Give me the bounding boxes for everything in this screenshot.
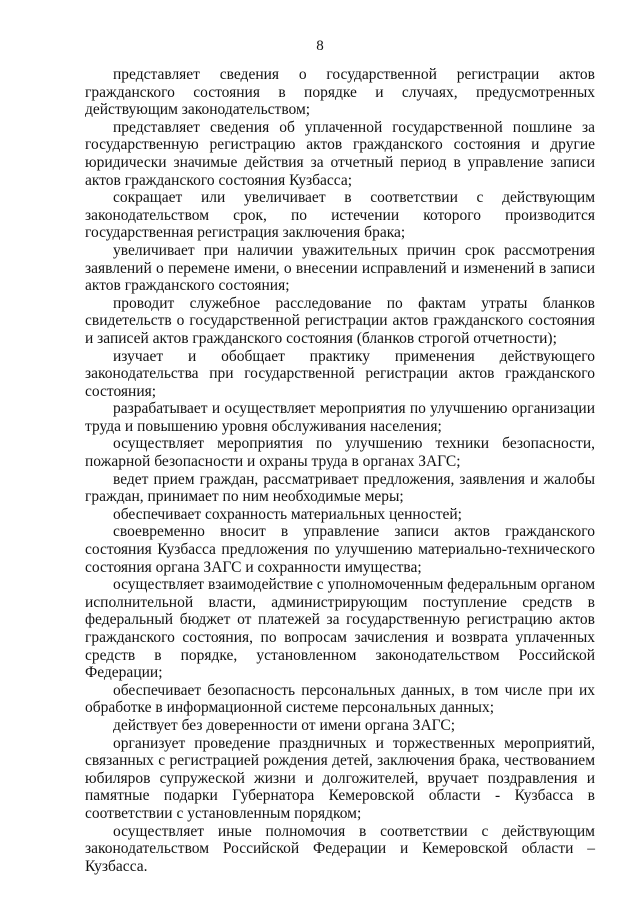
- paragraph: обеспечивает безопасность персональных данных, в том числе при их обработке в информационной системе персональных данных;: [85, 681, 595, 717]
- paragraph: представляет сведения о государственной регистрации актов гражданского состояния в порядке и случаях, предусмотренных действующим законодательством;: [85, 66, 595, 119]
- paragraph: действует без доверенности от имени органа ЗАГС;: [113, 716, 456, 734]
- paragraph: сокращает или увеличивает в соответствии с действующим законодательством срок, по истечении которого производится государственная регистрация заключения брака;: [85, 189, 595, 242]
- paragraph: проводит служебное расследование по фактам утраты бланков свидетельств о государственной регистрации актов гражданского состояния и записей актов гражданского состояния (бланков строгой отчетности);: [85, 294, 595, 347]
- paragraph: изучает и обобщает практику применения действующего законодательства при государственной регистрации актов гражданского состояния;: [85, 347, 595, 400]
- paragraph: осуществляет иные полномочия в соответствии с действующим законодательством Российской Федерации и Кемеровской области – Кузбасса.: [85, 822, 595, 875]
- paragraph: представляет сведения об уплаченной государственной пошлине за государственную регистрацию актов гражданского состояния и другие юридически значимые действия за отчетный период в управление записи актов гражданского состояния Кузбасса;: [85, 118, 595, 189]
- page-number: 8: [316, 38, 324, 54]
- paragraph: осуществляет мероприятия по улучшению техники безопасности, пожарной безопасности и охраны труда в органах ЗАГС;: [85, 435, 595, 471]
- paragraph: организует проведение праздничных и торжественных мероприятий, связанных с регистрацией рождения детей, заключения брака, чествованием юбиляров супружеской жизни и долгожителей, вручает поздравления и памятные подарки Губернатора Кемеровской области - Кузбасса в соответствии с установленным порядком;: [85, 734, 595, 822]
- paragraph: разрабатывает и осуществляет мероприятия по улучшению организации труда и повышению уровня обслуживания населения;: [85, 400, 595, 435]
- paragraph: обеспечивает сохранность материальных ценностей;: [113, 505, 462, 523]
- paragraph: осуществляет взаимодействие с уполномоченным федеральным органом исполнительной власти, администрирующим поступление средств в федеральный бюджет от платежей за государственную регистрацию актов гражданского состояния, по вопросам зачисления и возврата уплаченных средств в порядке, установленном законодательством Российской Федерации;: [85, 576, 595, 682]
- paragraph: своевременно вносит в управление записи актов гражданского состояния Кузбасса предложения по улучшению материально-технического состояния органа ЗАГС и сохранности имущества;: [85, 523, 595, 576]
- paragraph: увеличивает при наличии уважительных причин срок рассмотрения заявлений о перемене имени, о внесении исправлений и изменений в записи актов гражданского состояния;: [85, 241, 595, 295]
- paragraph: ведет прием граждан, рассматривает предложения, заявления и жалобы граждан, принимает по ним необходимые меры;: [85, 470, 595, 506]
- document-body: [85, 66, 595, 875]
